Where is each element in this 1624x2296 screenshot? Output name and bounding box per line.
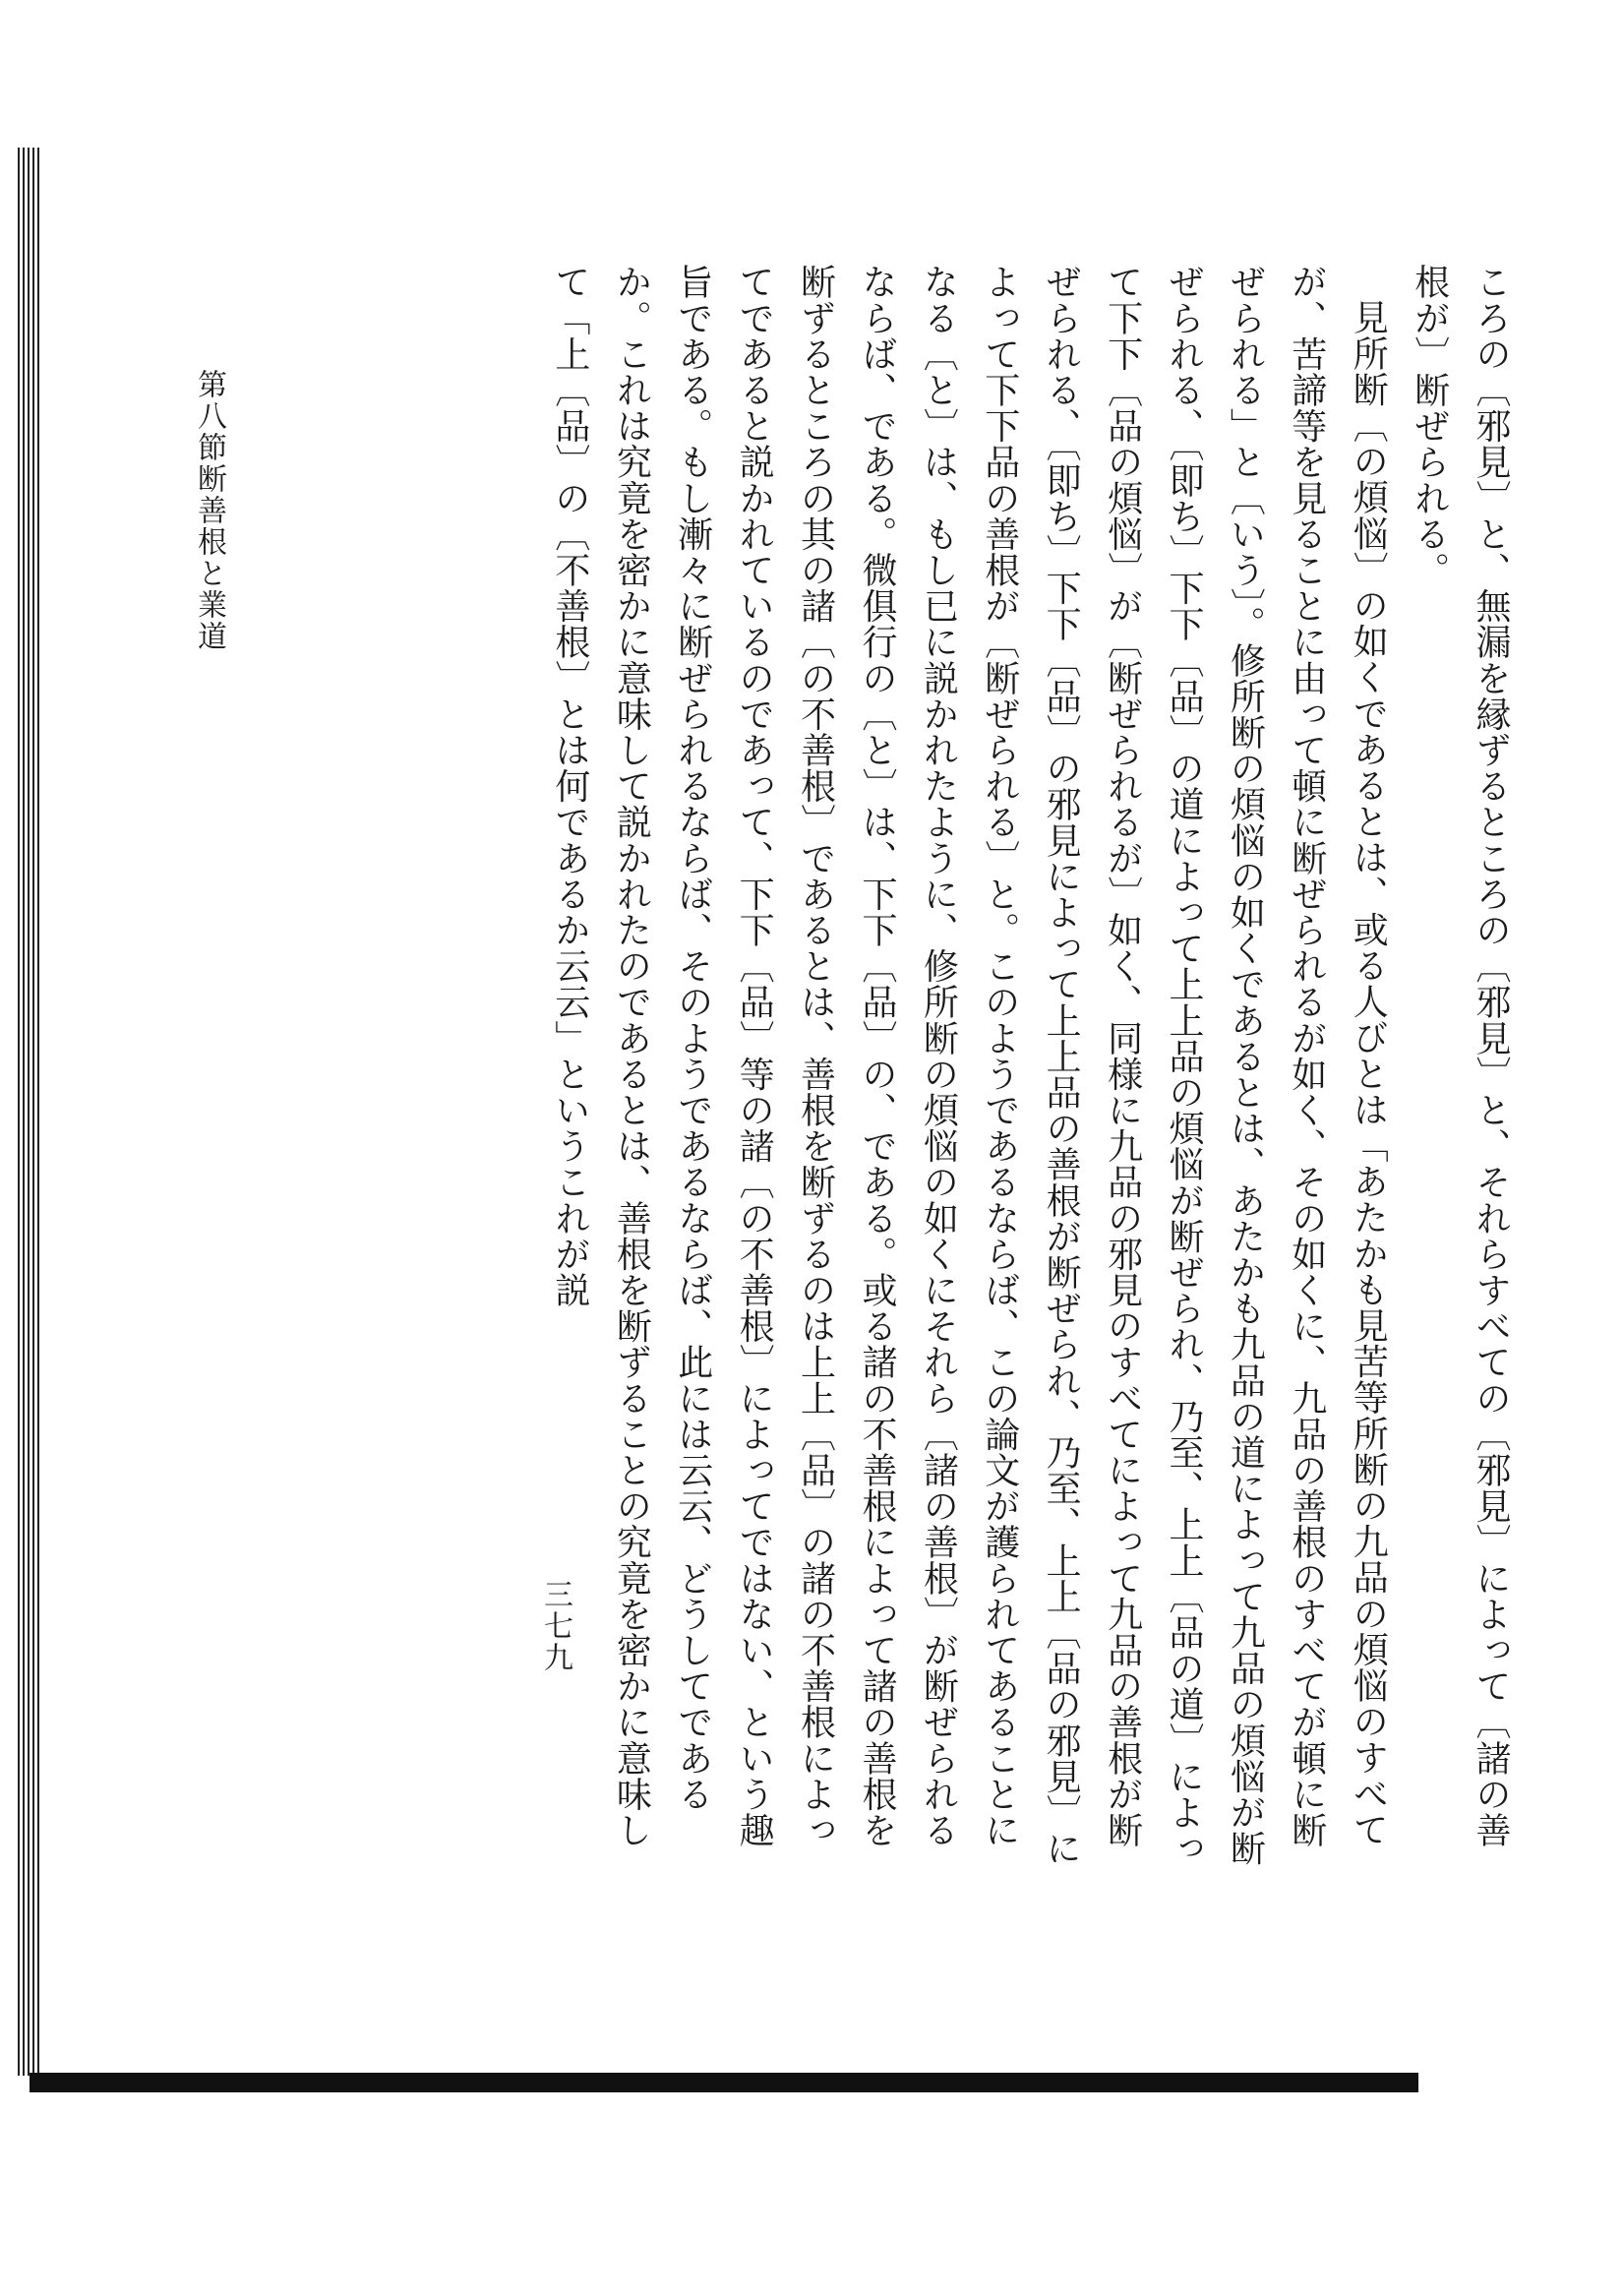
running-head (187, 369, 230, 652)
book-binding-edge (18, 148, 41, 2076)
paragraph-2: 見所断〔の煩悩〕の如くであるとは、或る人びとは「あたかも見苦等所断の九品の煩悩のすべてが、苦諦等を見ることに由って頓に断ぜられるが如く、その如くに、九品の善根のすべてが頓に断ぜられる」と〔いう〕。修所断の煩悩の如くであるとは、あたかも九品の道によって九品の煩悩が断ぜられる、〔即ち〕下下〔品〕の道によって上上品の煩悩が断ぜられ、乃至、上上〔品の道〕によって下下〔品の煩悩〕が〔断ぜられるが〕如く、同様に九品の邪見のすべてによって九品の善根が断ぜられる、〔即ち〕下下〔品〕の邪見によって上上品の善根が断ぜられ、乃至、上上〔品の邪見〕によって下下品の善根が〔断ぜられる〕と。このようであるならば、この論文が護られてあることになる〔と〕は、もし已に説かれたように、修所断の煩悩の如くにそれら〔諸の善根〕が断ぜられるならば、である。微俱行の〔と〕は、下下〔品〕の、である。或る諸の不善根によって諸の善根を断ずるところの其の諸〔の不善根〕であるとは、善根を断ずるのは上上〔品〕の諸の不善根によってであると説かれているのであって、下下〔品〕等の諸〔の不善根〕によってではない、という趣旨である。もし漸々に断ぜられるならば、そのようであるならば、此には云云、どうしてであるか。これは究竟を密かに意味して説かれたのであるとは、善根を断ずることの究竟を密かに意味して「上〔品〕の〔不善根〕とは何であるか云云」というこれが説 (549, 264, 1389, 1866)
scan-bottom-edge (30, 2073, 1418, 2092)
paragraph-1: ころの〔邪見〕と、無漏を縁ずるところの〔邪見〕と、それらすべての〔邪見〕によって〔諸の善根が〕断ぜられる。 (1409, 264, 1511, 1848)
page-number: 三七九 (538, 1579, 572, 1673)
vertical-text-block (271, 264, 1521, 1877)
section-title: 断善根と業道 (192, 463, 226, 652)
section-number: 第八節 (192, 369, 226, 463)
